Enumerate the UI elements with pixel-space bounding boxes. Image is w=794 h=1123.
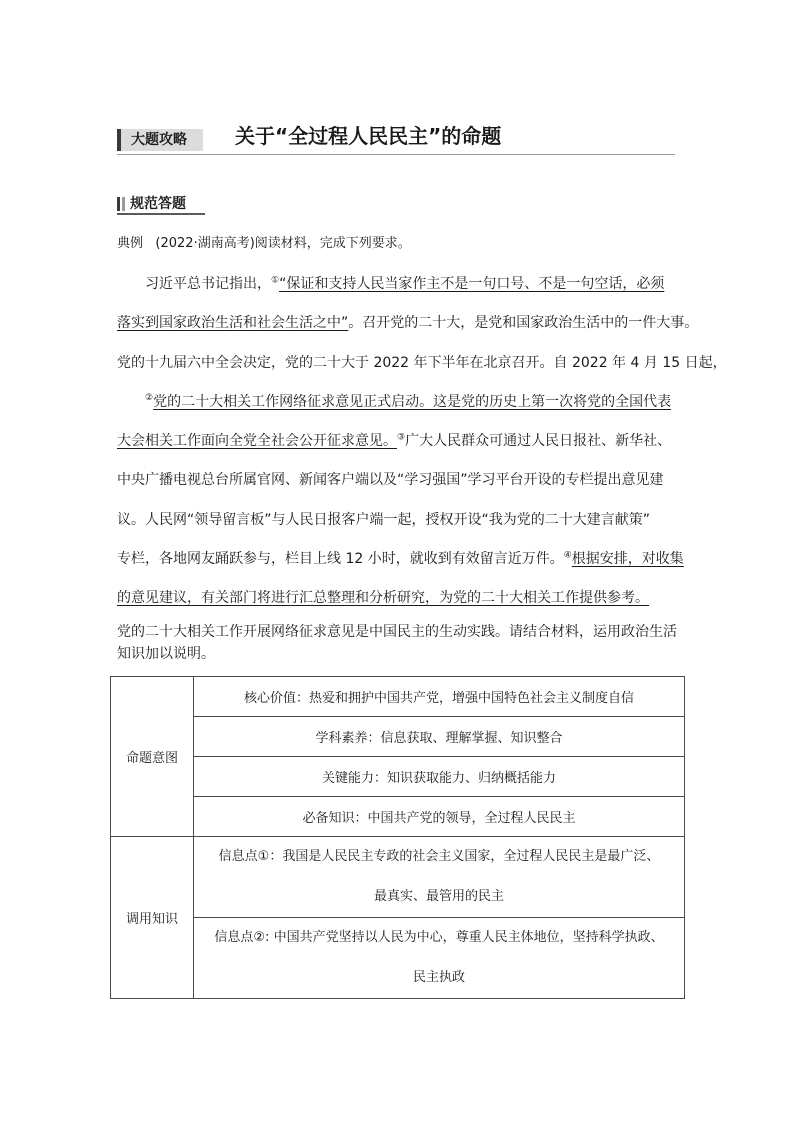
table-row: [111, 797, 685, 837]
material-line-1: 习近平总书记指出，①“保证和支持人民当家作主不是一句口号、不是一句空话，必须: [145, 275, 665, 292]
material-line-9: 的意见建议，有关部门将进行汇总整理和分析研究，为党的二十大相关工作提供参考。: [117, 590, 649, 606]
question-text: 党的二十大相关工作开展网络征求意见是中国民主的生动实践。请结合材料，运用政治生活知识加以说明。: [117, 624, 677, 662]
page-title: 关于“全过程人民民主”的命题: [235, 124, 502, 148]
intent-row-4: 必备知识：中国共产党的领导，全过程人民民主: [194, 797, 685, 837]
analysis-table: [110, 676, 685, 999]
intent-row-1: 核心价值：热爱和拥护中国共产党，增强中国特色社会主义制度自信: [194, 677, 685, 717]
table-row: [111, 757, 685, 797]
intent-row-3: 关键能力：知识获取能力、归纳概括能力: [194, 757, 685, 797]
material-line-4: [117, 391, 677, 413]
info-point-1: 信息点①：我国是人民民主专政的社会主义国家，全过程人民民主是最广泛、 最真实、最管用的民主: [194, 837, 685, 918]
underlined-quote-1: “保证和支持人民当家作主不是一句口号、不是一句空话，必须: [279, 276, 665, 292]
material-line-3: 党的十九届六中全会决定，党的二十大于 2022 年下半年在北京召开。自 2022 年 4 月 15 日起，: [117, 355, 727, 371]
example-line: [117, 234, 411, 254]
table-row: [111, 677, 685, 717]
knowledge-label: 调用知识: [111, 837, 194, 999]
material-line-6: 中央广播电视总台所属官网、新闻客户端以及“学习强国”学习平台开设的专栏提出意见建: [117, 472, 664, 488]
marker-4: ④: [563, 550, 572, 561]
material-line-7: 议。人民网“领导留言板”与人民日报客户端一起，授权开设“我为党的二十大建言献策”: [117, 512, 651, 528]
table-row: [111, 918, 685, 999]
underlined-quote-2: 党的二十大相关工作网络征求意见正式启动。这是党的历史上第一次将党的全国代表: [153, 394, 672, 410]
marker-1: ①: [271, 275, 280, 286]
material-line-5: 大会相关工作面向全党全社会公开征求意见。③广大人民群众可通过人民日报社、新华社、: [117, 432, 672, 449]
table-row: [111, 837, 685, 918]
header-tag: 大题攻略: [117, 129, 203, 151]
marker-2: ②: [145, 393, 154, 404]
example-label: 典例: [117, 236, 144, 251]
material-line-8: 专栏，各地网友踊跃参与，栏目上线 12 小时，就收到有效留言近万件。④根据安排，对收集: [117, 550, 684, 567]
info-point-2: 信息点②: 中国共产党坚持以人民为中心，尊重人民主体地位，坚持科学执政、 民主执政: [194, 918, 685, 999]
table-row: [111, 717, 685, 757]
section-tag: 规范答题: [117, 195, 205, 215]
underlined-quote-4: 根据安排，对收集: [571, 551, 684, 567]
intent-row-2: 学科素养：信息获取、理解掌握、知识整合: [194, 717, 685, 757]
marker-3: ③: [397, 432, 406, 443]
example-source: (2022·湖南高考)阅读材料，完成下列要求。: [155, 236, 411, 251]
intent-label: 命题意图: [111, 677, 194, 837]
material-line-2: 落实到国家政治生活和社会生活之中”。召开党的二十大，是党和国家政治生活中的一件大事。: [117, 315, 699, 331]
page-header: [117, 118, 675, 155]
